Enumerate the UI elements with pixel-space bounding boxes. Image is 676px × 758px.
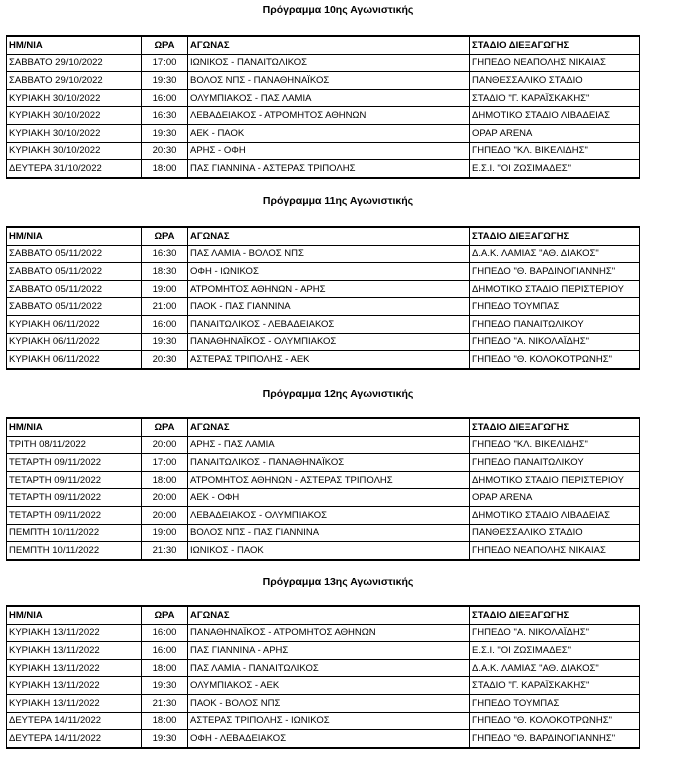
table-row [7, 72, 640, 90]
cell-match: ΙΩΝΙΚΟΣ - ΠΑΟΚ [188, 542, 470, 560]
cell-stadium: ΓΗΠΕΔΟ "Θ. ΒΑΡΔΙΝΟΓΙΑΝΝΗΣ" [470, 730, 640, 748]
table-row [7, 436, 640, 454]
cell-date: ΣΑΒΒΑΤΟ 05/11/2022 [7, 263, 142, 281]
cell-time: 20:30 [142, 142, 188, 160]
schedule-table [6, 226, 640, 370]
cell-stadium: ΓΗΠΕΔΟ "Θ. ΚΟΛΟΚΟΤΡΩΝΗΣ" [470, 712, 640, 730]
header-time: ΩΡΑ [142, 227, 188, 245]
cell-match: ΠΑΝΑΘΗΝΑΪΚΟΣ - ΑΤΡΟΜΗΤΟΣ ΑΘΗΝΩΝ [188, 624, 470, 642]
cell-date: ΚΥΡΙΑΚΗ 30/10/2022 [7, 142, 142, 160]
cell-date: ΤΕΤΑΡΤΗ 09/11/2022 [7, 489, 142, 507]
cell-match: ΠΑΣ ΛΑΜΙΑ - ΠΑΝΑΙΤΩΛΙΚΟΣ [188, 659, 470, 677]
cell-date: ΚΥΡΙΑΚΗ 13/11/2022 [7, 677, 142, 695]
table-row [7, 624, 640, 642]
cell-date: ΔΕΥΤΕΡΑ 14/11/2022 [7, 730, 142, 748]
cell-match: ΟΛΥΜΠΙΑΚΟΣ - ΑΕΚ [188, 677, 470, 695]
cell-date: ΚΥΡΙΑΚΗ 13/11/2022 [7, 642, 142, 660]
cell-stadium: ΠΑΝΘΕΣΣΑΛΙΚΟ ΣΤΑΔΙΟ [470, 524, 640, 542]
cell-match: ΠΑΝΑΘΗΝΑΪΚΟΣ - ΟΛΥΜΠΙΑΚΟΣ [188, 333, 470, 351]
round-title: Πρόγραμμα 12ης Αγωνιστικής [262, 388, 414, 400]
cell-time: 17:00 [142, 54, 188, 72]
cell-stadium: ΔΗΜΟΤΙΚΟ ΣΤΑΔΙΟ ΛΙΒΑΔΕΙΑΣ [470, 506, 640, 524]
table-header-row [7, 227, 640, 245]
cell-date: ΣΑΒΒΑΤΟ 29/10/2022 [7, 72, 142, 90]
cell-stadium: ΓΗΠΕΔΟ ΠΑΝΑΙΤΩΛΙΚΟΥ [470, 315, 640, 333]
cell-stadium: ΣΤΑΔΙΟ "Γ. ΚΑΡΑΪΣΚΑΚΗΣ" [470, 89, 640, 107]
cell-match: ΑΤΡΟΜΗΤΟΣ ΑΘΗΝΩΝ - ΑΣΤΕΡΑΣ ΤΡΙΠΟΛΗΣ [188, 471, 470, 489]
header-match: ΑΓΩΝΑΣ [188, 227, 470, 245]
cell-stadium: ΓΗΠΕΔΟ "Α. ΝΙΚΟΛΑΪΔΗΣ" [470, 333, 640, 351]
cell-date: ΤΕΤΑΡΤΗ 09/11/2022 [7, 471, 142, 489]
cell-stadium: ΓΗΠΕΔΟ "Θ. ΚΟΛΟΚΟΤΡΩΝΗΣ" [470, 351, 640, 369]
table-header-row [7, 36, 640, 54]
cell-stadium: ΔΗΜΟΤΙΚΟ ΣΤΑΔΙΟ ΠΕΡΙΣΤΕΡΙΟΥ [470, 471, 640, 489]
header-date: ΗΜ/ΝΙΑ [7, 606, 142, 624]
cell-time: 20:30 [142, 351, 188, 369]
header-date: ΗΜ/ΝΙΑ [7, 227, 142, 245]
table-row [7, 677, 640, 695]
table-row [7, 489, 640, 507]
header-time: ΩΡΑ [142, 36, 188, 54]
cell-match: ΑΡΗΣ - ΟΦΗ [188, 142, 470, 160]
table-row [7, 524, 640, 542]
table-row [7, 89, 640, 107]
cell-date: ΤΡΙΤΗ 08/11/2022 [7, 436, 142, 454]
table-row [7, 263, 640, 281]
cell-time: 19:30 [142, 677, 188, 695]
header-stadium: ΣΤΑΔΙΟ ΔΙΕΞΑΓΩΓΗΣ [470, 418, 640, 436]
cell-stadium: ΓΗΠΕΔΟ "ΚΛ. ΒΙΚΕΛΙΔΗΣ" [470, 436, 640, 454]
cell-time: 18:00 [142, 712, 188, 730]
cell-time: 20:00 [142, 436, 188, 454]
round-title: Πρόγραμμα 13ης Αγωνιστικής [262, 576, 414, 588]
cell-date: ΚΥΡΙΑΚΗ 13/11/2022 [7, 694, 142, 712]
cell-stadium: OPAP ARENA [470, 489, 640, 507]
header-match: ΑΓΩΝΑΣ [188, 36, 470, 54]
cell-stadium: Δ.Α.Κ. ΛΑΜΙΑΣ "ΑΘ. ΔΙΑΚΟΣ" [470, 245, 640, 263]
cell-match: ΑΡΗΣ - ΠΑΣ ΛΑΜΙΑ [188, 436, 470, 454]
table-row [7, 506, 640, 524]
table-row [7, 142, 640, 160]
cell-match: ΠΑΝΑΙΤΩΛΙΚΟΣ - ΛΕΒΑΔΕΙΑΚΟΣ [188, 315, 470, 333]
table-row [7, 659, 640, 677]
table-row [7, 245, 640, 263]
table-row [7, 107, 640, 125]
cell-stadium: Ε.Σ.Ι. "ΟΙ ΖΩΣΙΜΑΔΕΣ" [470, 160, 640, 178]
cell-match: ΑΕΚ - ΟΦΗ [188, 489, 470, 507]
cell-date: ΤΕΤΑΡΤΗ 09/11/2022 [7, 506, 142, 524]
cell-date: ΚΥΡΙΑΚΗ 30/10/2022 [7, 89, 142, 107]
cell-time: 19:00 [142, 280, 188, 298]
cell-time: 19:00 [142, 524, 188, 542]
cell-match: ΟΦΗ - ΙΩΝΙΚΟΣ [188, 263, 470, 281]
cell-stadium: ΔΗΜΟΤΙΚΟ ΣΤΑΔΙΟ ΠΕΡΙΣΤΕΡΙΟΥ [470, 280, 640, 298]
schedule-table [6, 605, 640, 749]
cell-stadium: ΣΤΑΔΙΟ "Γ. ΚΑΡΑΪΣΚΑΚΗΣ" [470, 677, 640, 695]
header-stadium: ΣΤΑΔΙΟ ΔΙΕΞΑΓΩΓΗΣ [470, 227, 640, 245]
round-title: Πρόγραμμα 11ης Αγωνιστικής [262, 195, 414, 207]
cell-time: 16:00 [142, 315, 188, 333]
table-row [7, 542, 640, 560]
cell-match: ΠΑΣ ΓΙΑΝΝΙΝΑ - ΑΣΤΕΡΑΣ ΤΡΙΠΟΛΗΣ [188, 160, 470, 178]
cell-time: 18:00 [142, 471, 188, 489]
cell-date: ΣΑΒΒΑΤΟ 05/11/2022 [7, 245, 142, 263]
schedule-table [6, 417, 640, 561]
cell-time: 21:30 [142, 542, 188, 560]
cell-date: ΣΑΒΒΑΤΟ 05/11/2022 [7, 298, 142, 316]
cell-time: 16:30 [142, 107, 188, 125]
cell-date: ΠΕΜΠΤΗ 10/11/2022 [7, 524, 142, 542]
cell-stadium: ΓΗΠΕΔΟ ΝΕΑΠΟΛΗΣ ΝΙΚΑΙΑΣ [470, 54, 640, 72]
cell-stadium: ΓΗΠΕΔΟ ΠΑΝΑΙΤΩΛΙΚΟΥ [470, 454, 640, 472]
cell-stadium: ΠΑΝΘΕΣΣΑΛΙΚΟ ΣΤΑΔΙΟ [470, 72, 640, 90]
cell-match: ΑΣΤΕΡΑΣ ΤΡΙΠΟΛΗΣ - ΑΕΚ [188, 351, 470, 369]
table-row [7, 54, 640, 72]
table-header-row [7, 418, 640, 436]
table-row [7, 642, 640, 660]
cell-stadium: ΓΗΠΕΔΟ ΝΕΑΠΟΛΗΣ ΝΙΚΑΙΑΣ [470, 542, 640, 560]
header-date: ΗΜ/ΝΙΑ [7, 36, 142, 54]
table-row [7, 160, 640, 178]
cell-match: ΠΑΣ ΓΙΑΝΝΙΝΑ - ΑΡΗΣ [188, 642, 470, 660]
header-match: ΑΓΩΝΑΣ [188, 418, 470, 436]
cell-date: ΤΕΤΑΡΤΗ 09/11/2022 [7, 454, 142, 472]
cell-time: 16:00 [142, 624, 188, 642]
header-time: ΩΡΑ [142, 606, 188, 624]
table-row [7, 694, 640, 712]
cell-time: 21:00 [142, 298, 188, 316]
cell-date: ΚΥΡΙΑΚΗ 13/11/2022 [7, 659, 142, 677]
cell-match: ΟΦΗ - ΛΕΒΑΔΕΙΑΚΟΣ [188, 730, 470, 748]
cell-stadium: Δ.Α.Κ. ΛΑΜΙΑΣ "ΑΘ. ΔΙΑΚΟΣ" [470, 659, 640, 677]
cell-match: ΑΕΚ - ΠΑΟΚ [188, 124, 470, 142]
cell-date: ΔΕΥΤΕΡΑ 14/11/2022 [7, 712, 142, 730]
header-time: ΩΡΑ [142, 418, 188, 436]
cell-time: 16:30 [142, 245, 188, 263]
cell-time: 19:30 [142, 333, 188, 351]
cell-stadium: Ε.Σ.Ι. "ΟΙ ΖΩΣΙΜΑΔΕΣ" [470, 642, 640, 660]
cell-match: ΛΕΒΑΔΕΙΑΚΟΣ - ΑΤΡΟΜΗΤΟΣ ΑΘΗΝΩΝ [188, 107, 470, 125]
cell-date: ΚΥΡΙΑΚΗ 13/11/2022 [7, 624, 142, 642]
cell-match: ΠΑΣ ΛΑΜΙΑ - ΒΟΛΟΣ ΝΠΣ [188, 245, 470, 263]
cell-date: ΚΥΡΙΑΚΗ 06/11/2022 [7, 333, 142, 351]
cell-time: 18:00 [142, 659, 188, 677]
cell-time: 17:00 [142, 454, 188, 472]
cell-stadium: ΓΗΠΕΔΟ ΤΟΥΜΠΑΣ [470, 298, 640, 316]
cell-match: ΑΣΤΕΡΑΣ ΤΡΙΠΟΛΗΣ - ΙΩΝΙΚΟΣ [188, 712, 470, 730]
cell-stadium: ΓΗΠΕΔΟ "Θ. ΒΑΡΔΙΝΟΓΙΑΝΝΗΣ" [470, 263, 640, 281]
cell-time: 18:00 [142, 160, 188, 178]
header-stadium: ΣΤΑΔΙΟ ΔΙΕΞΑΓΩΓΗΣ [470, 36, 640, 54]
cell-time: 20:00 [142, 489, 188, 507]
cell-match: ΒΟΛΟΣ ΝΠΣ - ΠΑΣ ΓΙΑΝΝΙΝΑ [188, 524, 470, 542]
cell-time: 21:30 [142, 694, 188, 712]
cell-match: ΠΑΟΚ - ΠΑΣ ΓΙΑΝΝΙΝΑ [188, 298, 470, 316]
cell-date: ΔΕΥΤΕΡΑ 31/10/2022 [7, 160, 142, 178]
cell-stadium: ΓΗΠΕΔΟ "Α. ΝΙΚΟΛΑΪΔΗΣ" [470, 624, 640, 642]
cell-date: ΚΥΡΙΑΚΗ 30/10/2022 [7, 124, 142, 142]
cell-stadium: OPAP ARENA [470, 124, 640, 142]
cell-match: ΠΑΝΑΙΤΩΛΙΚΟΣ - ΠΑΝΑΘΗΝΑΪΚΟΣ [188, 454, 470, 472]
table-row [7, 454, 640, 472]
cell-match: ΟΛΥΜΠΙΑΚΟΣ - ΠΑΣ ΛΑΜΙΑ [188, 89, 470, 107]
cell-time: 18:30 [142, 263, 188, 281]
header-stadium: ΣΤΑΔΙΟ ΔΙΕΞΑΓΩΓΗΣ [470, 606, 640, 624]
schedule-table [6, 35, 640, 179]
cell-date: ΚΥΡΙΑΚΗ 30/10/2022 [7, 107, 142, 125]
cell-date: ΚΥΡΙΑΚΗ 06/11/2022 [7, 351, 142, 369]
cell-date: ΣΑΒΒΑΤΟ 05/11/2022 [7, 280, 142, 298]
header-date: ΗΜ/ΝΙΑ [7, 418, 142, 436]
table-row [7, 712, 640, 730]
cell-stadium: ΓΗΠΕΔΟ "ΚΛ. ΒΙΚΕΛΙΔΗΣ" [470, 142, 640, 160]
cell-stadium: ΓΗΠΕΔΟ ΤΟΥΜΠΑΣ [470, 694, 640, 712]
cell-date: ΣΑΒΒΑΤΟ 29/10/2022 [7, 54, 142, 72]
cell-match: ΑΤΡΟΜΗΤΟΣ ΑΘΗΝΩΝ - ΑΡΗΣ [188, 280, 470, 298]
cell-time: 19:30 [142, 72, 188, 90]
cell-stadium: ΔΗΜΟΤΙΚΟ ΣΤΑΔΙΟ ΛΙΒΑΔΕΙΑΣ [470, 107, 640, 125]
cell-time: 20:00 [142, 506, 188, 524]
header-match: ΑΓΩΝΑΣ [188, 606, 470, 624]
cell-match: ΒΟΛΟΣ ΝΠΣ - ΠΑΝΑΘΗΝΑΪΚΟΣ [188, 72, 470, 90]
round-title: Πρόγραμμα 10ης Αγωνιστικής [262, 4, 414, 16]
cell-date: ΠΕΜΠΤΗ 10/11/2022 [7, 542, 142, 560]
cell-time: 19:30 [142, 730, 188, 748]
table-row [7, 730, 640, 748]
cell-match: ΛΕΒΑΔΕΙΑΚΟΣ - ΟΛΥΜΠΙΑΚΟΣ [188, 506, 470, 524]
cell-date: ΚΥΡΙΑΚΗ 06/11/2022 [7, 315, 142, 333]
cell-time: 16:00 [142, 89, 188, 107]
table-row [7, 280, 640, 298]
table-header-row [7, 606, 640, 624]
table-row [7, 315, 640, 333]
table-row [7, 333, 640, 351]
cell-time: 19:30 [142, 124, 188, 142]
cell-time: 16:00 [142, 642, 188, 660]
table-row [7, 471, 640, 489]
cell-match: ΙΩΝΙΚΟΣ - ΠΑΝΑΙΤΩΛΙΚΟΣ [188, 54, 470, 72]
table-row [7, 351, 640, 369]
table-row [7, 124, 640, 142]
cell-match: ΠΑΟΚ - ΒΟΛΟΣ ΝΠΣ [188, 694, 470, 712]
table-row [7, 298, 640, 316]
